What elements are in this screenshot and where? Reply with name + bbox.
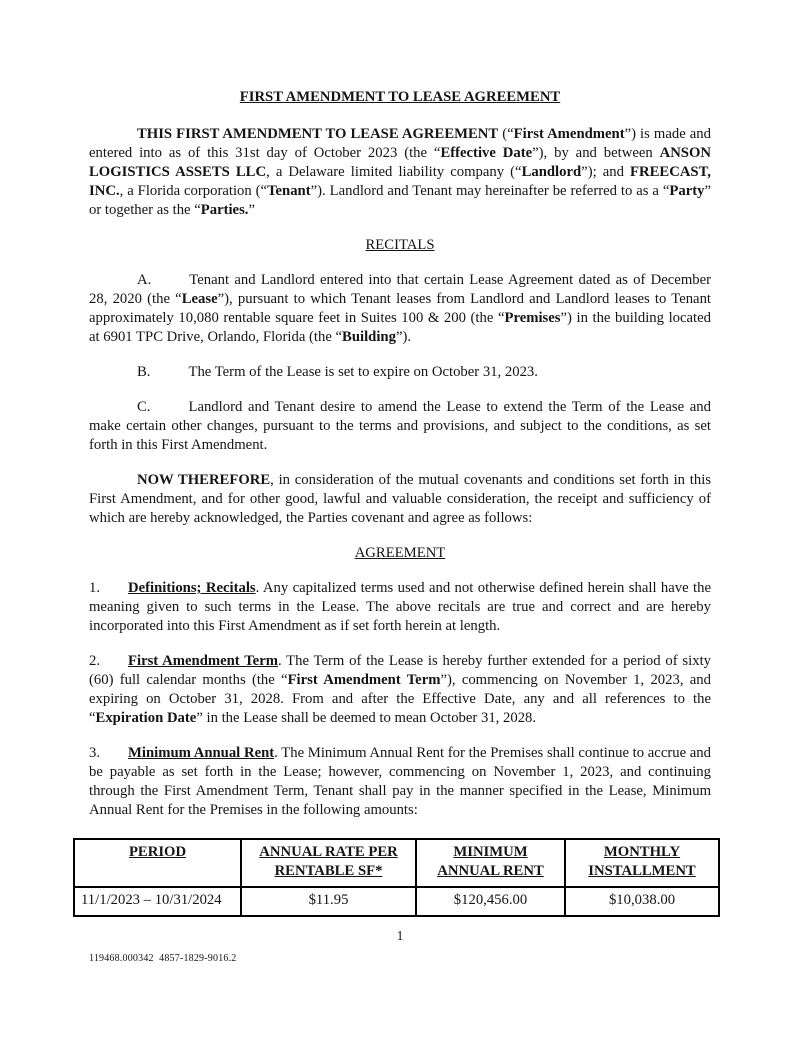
text-segment: C. bbox=[137, 399, 151, 415]
cell-monthly-installment: $10,038.00 bbox=[565, 887, 719, 916]
text-segment: ” or together as the “ bbox=[89, 183, 712, 218]
text-segment: Landlord and Tenant desire to amend the Lease to extend the Term of the Lease and make certain other changes, pursuant to the terms and provisions, and subject to the conditions, as set forth in this First Amendment. bbox=[89, 399, 711, 453]
text-segment: A. bbox=[137, 272, 152, 288]
text-segment: ” bbox=[248, 202, 255, 218]
text-segment: ”), by and between bbox=[532, 145, 660, 161]
text-segment: Landlord bbox=[521, 164, 582, 180]
tab-indent bbox=[100, 756, 128, 757]
tab-indent bbox=[89, 375, 137, 376]
text-segment: Parties. bbox=[200, 202, 249, 218]
text-segment: , a Florida corporation (“ bbox=[119, 183, 268, 199]
text-segment: ”), commencing on November 1, 2023, and expiring on October 31, 2028. From and after the Effective Date, any and all references to the “ bbox=[89, 672, 711, 726]
section-3-minimum-annual-rent bbox=[89, 744, 711, 820]
cell-annual-rate: $11.95 bbox=[241, 887, 416, 916]
text-segment: Building bbox=[342, 329, 396, 345]
column-header-monthly-installment bbox=[565, 839, 719, 887]
column-header-text: ANNUAL RATE PER bbox=[259, 844, 398, 860]
text-segment: ”). Landlord and Tenant may hereinafter be referred to as a “ bbox=[310, 183, 670, 199]
document-reference-number: 119468.000342 4857-1829-9016.2 bbox=[89, 953, 237, 964]
text-segment: 1. bbox=[89, 580, 101, 596]
tab-indent bbox=[150, 410, 188, 411]
column-header-annual-rate bbox=[241, 839, 416, 887]
recital-a-paragraph bbox=[89, 271, 711, 347]
intro-paragraph bbox=[89, 125, 711, 220]
text-segment: B. bbox=[137, 364, 151, 380]
tab-indent bbox=[100, 664, 128, 665]
recitals-heading-text: RECITALS bbox=[365, 237, 435, 253]
tab-indent bbox=[150, 375, 188, 376]
column-header-period bbox=[74, 839, 241, 887]
column-header-text: MINIMUM bbox=[453, 844, 528, 860]
text-segment: . Any capitalized terms used and not otherwise defined herein shall have the meaning given to such terms in the Lease. The above recitals are true and correct and are hereby incorporated into this First Amendment as if set forth herein at length. bbox=[89, 580, 711, 634]
column-header-text: RENTABLE SF* bbox=[274, 863, 383, 879]
text-segment: Definitions; Recitals bbox=[128, 580, 256, 596]
rent-schedule-table bbox=[73, 838, 720, 917]
now-therefore-paragraph bbox=[89, 471, 711, 528]
tab-indent bbox=[100, 591, 128, 592]
text-segment: FREECAST, INC. bbox=[89, 164, 711, 199]
section-2-first-amendment-term bbox=[89, 652, 711, 728]
text-segment: The Term of the Lease is set to expire on October 31, 2023. bbox=[188, 364, 538, 380]
text-segment: First Amendment Term bbox=[128, 653, 278, 669]
column-header-text: ANNUAL RENT bbox=[437, 863, 544, 879]
recital-c-paragraph bbox=[89, 398, 711, 455]
text-segment: Lease bbox=[181, 291, 218, 307]
text-segment: Expiration Date bbox=[95, 710, 197, 726]
text-segment: ”); and bbox=[581, 164, 631, 180]
text-segment: Tenant and Landlord entered into that certain Lease Agreement dated as of December 28, 2020 (the “ bbox=[89, 272, 711, 307]
tab-indent bbox=[89, 410, 137, 411]
tab-indent bbox=[89, 483, 137, 484]
text-segment: Effective Date bbox=[440, 145, 533, 161]
text-segment: . The Minimum Annual Rent for the Premises shall continue to accrue and be payable as set forth in the Lease; however, commencing on November 1, 2023, and continuing through the First Amendment Term, Tenant shall pay in the manner specified in the Lease, Minimum Annual Rent for the Premises in the following amounts: bbox=[89, 745, 711, 818]
column-header-text: MONTHLY bbox=[603, 844, 681, 860]
table-header-row bbox=[74, 839, 719, 887]
cell-period: 11/1/2023 – 10/31/2024 bbox=[74, 887, 241, 916]
agreement-heading bbox=[89, 544, 711, 563]
text-segment: . The Term of the Lease is hereby further extended for a period of sixty (60) full calendar months (the “ bbox=[89, 653, 711, 688]
text-segment: ”) in the building located at 6901 TPC Drive, Orlando, Florida (the “ bbox=[89, 310, 711, 345]
text-segment: 3. bbox=[89, 745, 101, 761]
table-row bbox=[74, 887, 719, 916]
recital-b-paragraph bbox=[89, 363, 711, 382]
text-segment: First Amendment bbox=[513, 126, 625, 142]
text-segment: ”), pursuant to which Tenant leases from Landlord and Landlord leases to Tenant approximately 10,080 rentable square feet in Suites 100 & 200 (the “ bbox=[89, 291, 711, 326]
text-segment: THIS FIRST AMENDMENT TO LEASE AGREEMENT bbox=[137, 126, 499, 142]
text-segment: ”) is made and entered into as of this 31st day of October 2023 (the “ bbox=[89, 126, 711, 161]
tab-indent bbox=[89, 137, 137, 138]
text-segment: 2. bbox=[89, 653, 101, 669]
text-segment: Party bbox=[669, 183, 705, 199]
text-segment: ”). bbox=[395, 329, 412, 345]
text-segment: (“ bbox=[498, 126, 514, 142]
tab-indent bbox=[151, 283, 189, 284]
section-1-definitions-recitals bbox=[89, 579, 711, 636]
document-title bbox=[89, 88, 711, 107]
text-segment: NOW THEREFORE bbox=[137, 472, 271, 488]
column-header-text: PERIOD bbox=[128, 844, 187, 860]
tab-indent bbox=[89, 283, 137, 284]
text-segment: First Amendment Term bbox=[287, 672, 441, 688]
page-number: 1 bbox=[396, 928, 404, 943]
text-segment: ” in the Lease shall be deemed to mean October 31, 2028. bbox=[196, 710, 537, 726]
text-segment: ANSON LOGISTICS ASSETS LLC bbox=[89, 145, 712, 180]
recitals-heading bbox=[89, 236, 711, 255]
text-segment: Tenant bbox=[267, 183, 311, 199]
text-segment: , a Delaware limited liability company (“ bbox=[266, 164, 522, 180]
text-segment: Minimum Annual Rent bbox=[128, 745, 275, 761]
text-segment: Premises bbox=[504, 310, 561, 326]
column-header-minimum-annual-rent bbox=[416, 839, 565, 887]
text-segment: , in consideration of the mutual covenants and conditions set forth in this First Amendment, and for other good, lawful and valuable consideration, the receipt and sufficiency of which are hereby acknowledged, the Parties covenant and agree as follows: bbox=[89, 472, 711, 526]
column-header-text: INSTALLMENT bbox=[588, 863, 696, 879]
document-title-text: FIRST AMENDMENT TO LEASE AGREEMENT bbox=[239, 89, 561, 105]
agreement-heading-text: AGREEMENT bbox=[354, 545, 446, 561]
cell-minimum-annual-rent: $120,456.00 bbox=[416, 887, 565, 916]
